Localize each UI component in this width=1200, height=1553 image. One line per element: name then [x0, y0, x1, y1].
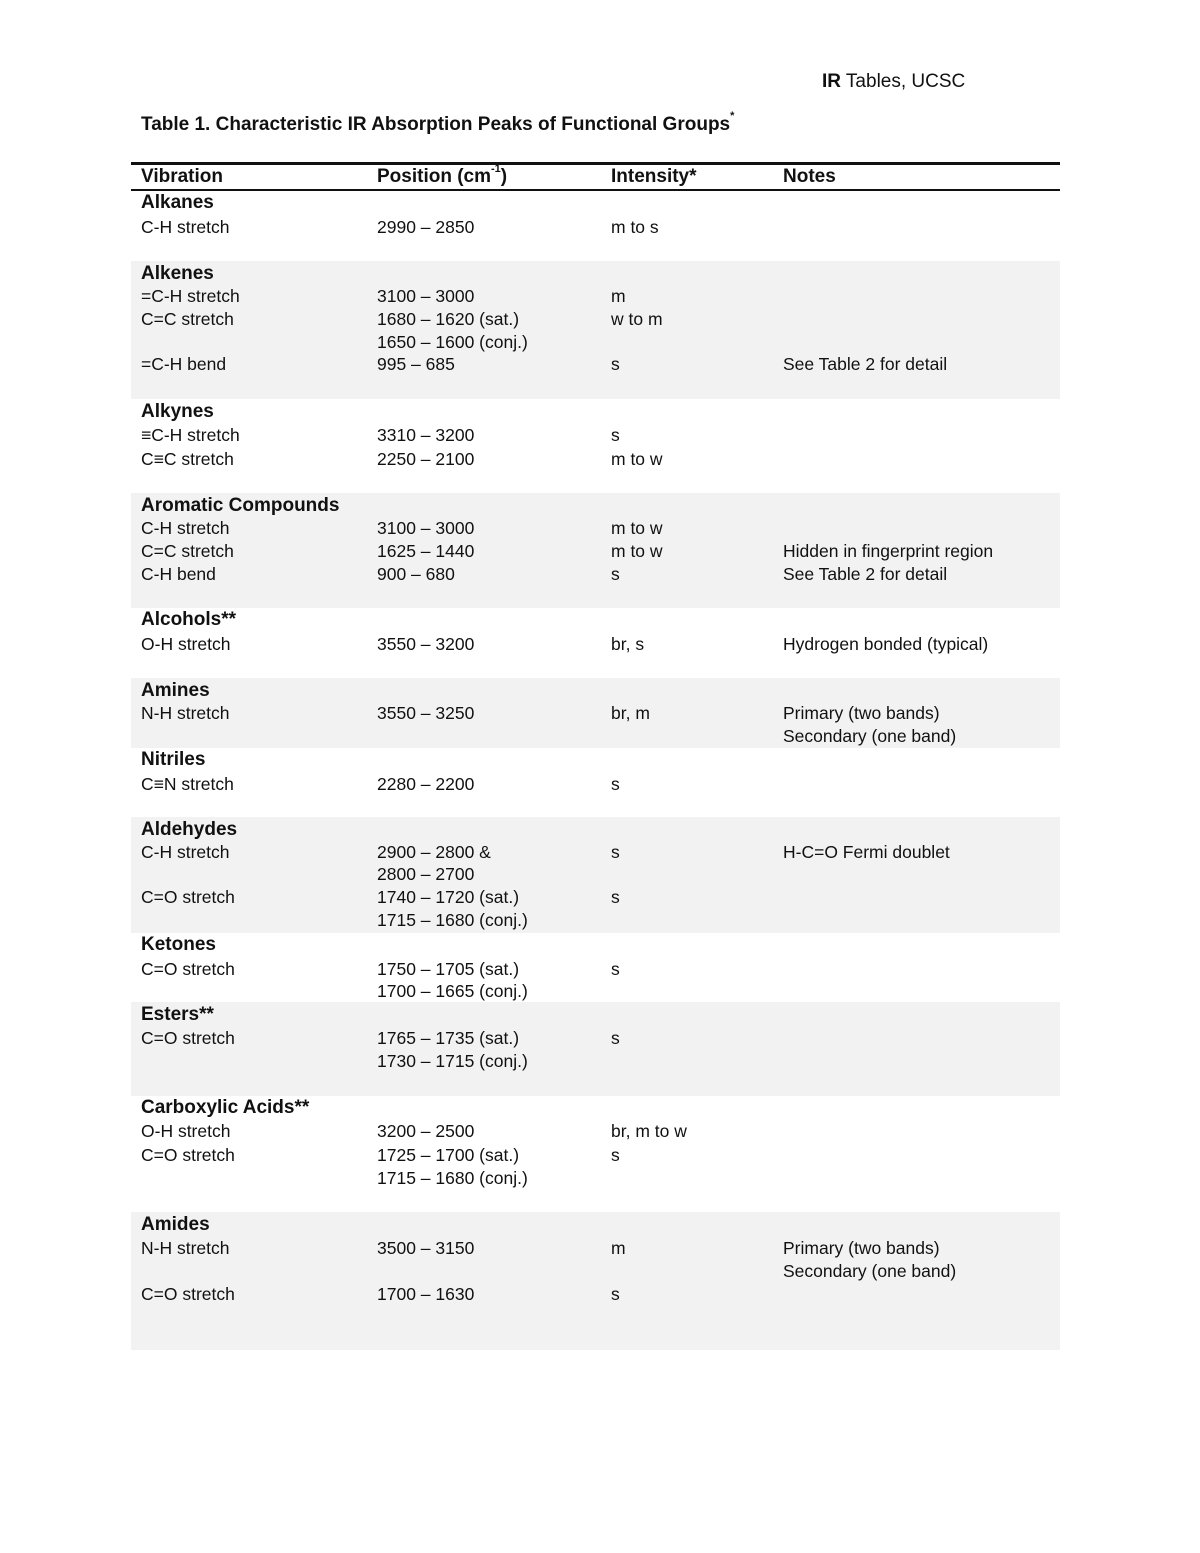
- group-name: Amides: [141, 1214, 210, 1235]
- group-name: Carboxylic Acids**: [141, 1097, 310, 1118]
- group-block: [131, 493, 1060, 608]
- cell-position: 900 – 680: [377, 564, 455, 584]
- table-row: [131, 308, 1060, 331]
- cell-position: 2800 – 2700: [377, 864, 475, 884]
- cell-intensity: m to w: [611, 449, 663, 469]
- cell-position: 995 – 685: [377, 354, 455, 374]
- table-row: [131, 353, 1060, 376]
- table-row: [131, 285, 1060, 308]
- cell-intensity: m: [611, 286, 626, 306]
- group-block: [131, 191, 1060, 261]
- cell-intensity: s: [611, 1284, 620, 1304]
- group-name: Alkanes: [141, 192, 214, 213]
- group-name: Esters**: [141, 1004, 214, 1025]
- table-row: [131, 725, 1060, 748]
- cell-vibration: C=O stretch: [141, 1284, 235, 1304]
- cell-position: 1700 – 1665 (conj.): [377, 981, 528, 1001]
- cell-position: 2280 – 2200: [377, 774, 475, 794]
- cell-vibration: C=O stretch: [141, 1028, 235, 1048]
- cell-position: 3550 – 3200: [377, 634, 475, 654]
- cell-notes: Primary (two bands): [783, 1238, 940, 1258]
- column-header-vibration: Vibration: [141, 166, 223, 187]
- group-block: [131, 678, 1060, 748]
- cell-notes: Hidden in fingerprint region: [783, 541, 994, 561]
- cell-intensity: s: [611, 354, 620, 374]
- cell-position: 2900 – 2800 &: [377, 842, 491, 862]
- page-header: [822, 71, 965, 93]
- cell-intensity: m to w: [611, 518, 663, 538]
- cell-intensity: s: [611, 1145, 620, 1165]
- column-header-position-sup: -1: [491, 163, 501, 175]
- cell-position: 1730 – 1715 (conj.): [377, 1051, 528, 1071]
- header-prefix: IR: [822, 71, 841, 92]
- cell-vibration: C-H stretch: [141, 842, 230, 862]
- cell-vibration: C=C stretch: [141, 309, 234, 329]
- cell-position: 1740 – 1720 (sat.): [377, 887, 520, 907]
- cell-notes: Secondary (one band): [783, 726, 957, 746]
- column-header-position-suffix: ): [500, 166, 508, 187]
- cell-position: 3200 – 2500: [377, 1121, 475, 1141]
- cell-vibration: C=O stretch: [141, 959, 235, 979]
- cell-vibration: C-H bend: [141, 564, 216, 584]
- table-row: [131, 1167, 1060, 1190]
- table-row: [131, 702, 1060, 725]
- table-title-mark: *: [730, 110, 735, 122]
- table-row: [131, 1237, 1060, 1260]
- cell-intensity: m to w: [611, 541, 663, 561]
- column-header-position: [377, 163, 508, 188]
- cell-position: 3500 – 3150: [377, 1238, 475, 1258]
- cell-position: 3310 – 3200: [377, 425, 475, 445]
- column-header-intensity: Intensity*: [611, 166, 697, 187]
- group-block: [131, 399, 1060, 493]
- cell-position: 1700 – 1630: [377, 1284, 475, 1304]
- table-row: [131, 1120, 1060, 1143]
- cell-notes: Secondary (one band): [783, 1261, 957, 1281]
- table-row: [131, 863, 1060, 886]
- cell-intensity: m to s: [611, 217, 659, 237]
- cell-intensity: s: [611, 842, 620, 862]
- group-name: Ketones: [141, 934, 216, 955]
- table-header-row: [131, 162, 1060, 191]
- cell-intensity: s: [611, 774, 620, 794]
- table-title-text: Table 1. Characteristic IR Absorption Peaks of Functional Groups: [141, 114, 731, 135]
- cell-intensity: s: [611, 564, 620, 584]
- group-block: [131, 608, 1060, 678]
- table-row: [131, 1260, 1060, 1283]
- group-name: Nitriles: [141, 749, 206, 770]
- cell-vibration: ≡C-H stretch: [141, 425, 240, 445]
- cell-vibration: C=C stretch: [141, 541, 234, 561]
- group-name: Alkynes: [141, 401, 214, 422]
- cell-intensity: s: [611, 1028, 620, 1048]
- table-row: [131, 540, 1060, 563]
- table-row: [131, 958, 1060, 981]
- cell-position: 1680 – 1620 (sat.): [377, 309, 520, 329]
- table-row: [131, 331, 1060, 354]
- column-header-notes: Notes: [783, 166, 836, 187]
- cell-vibration: C-H stretch: [141, 217, 230, 237]
- group-block: [131, 933, 1060, 1002]
- table-row: [131, 909, 1060, 932]
- ir-table: [131, 162, 1060, 1350]
- cell-vibration: =C-H stretch: [141, 286, 240, 306]
- cell-position: 1625 – 1440: [377, 541, 475, 561]
- cell-vibration: =C-H bend: [141, 354, 227, 374]
- cell-position: 3100 – 3000: [377, 286, 475, 306]
- table-body: [131, 191, 1060, 1350]
- group-block: [131, 1212, 1060, 1350]
- table-row: [131, 517, 1060, 540]
- cell-notes: Primary (two bands): [783, 703, 940, 723]
- cell-vibration: C-H stretch: [141, 518, 230, 538]
- table-row: [131, 633, 1060, 656]
- group-block: [131, 261, 1060, 399]
- cell-notes: H-C=O Fermi doublet: [783, 842, 950, 862]
- table-row: [131, 1027, 1060, 1050]
- cell-position: 1715 – 1680 (conj.): [377, 910, 528, 930]
- group-block: [131, 817, 1060, 933]
- table-row: [131, 563, 1060, 586]
- cell-position: 1715 – 1680 (conj.): [377, 1168, 528, 1188]
- cell-position: 1725 – 1700 (sat.): [377, 1145, 520, 1165]
- cell-position: 3100 – 3000: [377, 518, 475, 538]
- table-row: [131, 1050, 1060, 1073]
- table-row: [131, 1144, 1060, 1167]
- cell-vibration: C≡C stretch: [141, 449, 234, 469]
- table-row: [131, 1283, 1060, 1306]
- cell-vibration: C=O stretch: [141, 887, 235, 907]
- cell-vibration: C=O stretch: [141, 1145, 235, 1165]
- table-row: [131, 448, 1060, 471]
- cell-position: 2250 – 2100: [377, 449, 475, 469]
- cell-position: 1750 – 1705 (sat.): [377, 959, 520, 979]
- group-block: [131, 1096, 1060, 1212]
- group-name: Aromatic Compounds: [141, 495, 340, 516]
- table-row: [131, 216, 1060, 239]
- group-name: Amines: [141, 680, 210, 701]
- table-row: [131, 773, 1060, 796]
- cell-intensity: s: [611, 425, 620, 445]
- group-name: Aldehydes: [141, 819, 238, 840]
- cell-notes: See Table 2 for detail: [783, 564, 948, 584]
- cell-intensity: w to m: [611, 309, 663, 329]
- header-rest: Tables, UCSC: [841, 71, 966, 92]
- cell-vibration: N-H stretch: [141, 1238, 230, 1258]
- group-block: [131, 1002, 1060, 1096]
- cell-position: 3550 – 3250: [377, 703, 475, 723]
- cell-intensity: s: [611, 959, 620, 979]
- cell-vibration: C≡N stretch: [141, 774, 234, 794]
- cell-intensity: m: [611, 1238, 626, 1258]
- group-name: Alcohols**: [141, 609, 237, 630]
- cell-notes: See Table 2 for detail: [783, 354, 948, 374]
- table-row: [131, 424, 1060, 447]
- cell-position: 2990 – 2850: [377, 217, 475, 237]
- cell-intensity: s: [611, 887, 620, 907]
- table-row: [131, 886, 1060, 909]
- cell-notes: Hydrogen bonded (typical): [783, 634, 989, 654]
- cell-vibration: O-H stretch: [141, 1121, 231, 1141]
- table-row: [131, 980, 1060, 1003]
- cell-intensity: br, m: [611, 703, 650, 723]
- table-title: [141, 110, 735, 136]
- cell-position: 1650 – 1600 (conj.): [377, 332, 528, 352]
- group-name: Alkenes: [141, 263, 214, 284]
- cell-vibration: O-H stretch: [141, 634, 231, 654]
- table-row: [131, 841, 1060, 864]
- cell-intensity: br, s: [611, 634, 645, 654]
- column-header-position-text: Position (cm: [377, 166, 492, 187]
- cell-position: 1765 – 1735 (sat.): [377, 1028, 520, 1048]
- group-block: [131, 748, 1060, 817]
- cell-vibration: N-H stretch: [141, 703, 230, 723]
- cell-intensity: br, m to w: [611, 1121, 687, 1141]
